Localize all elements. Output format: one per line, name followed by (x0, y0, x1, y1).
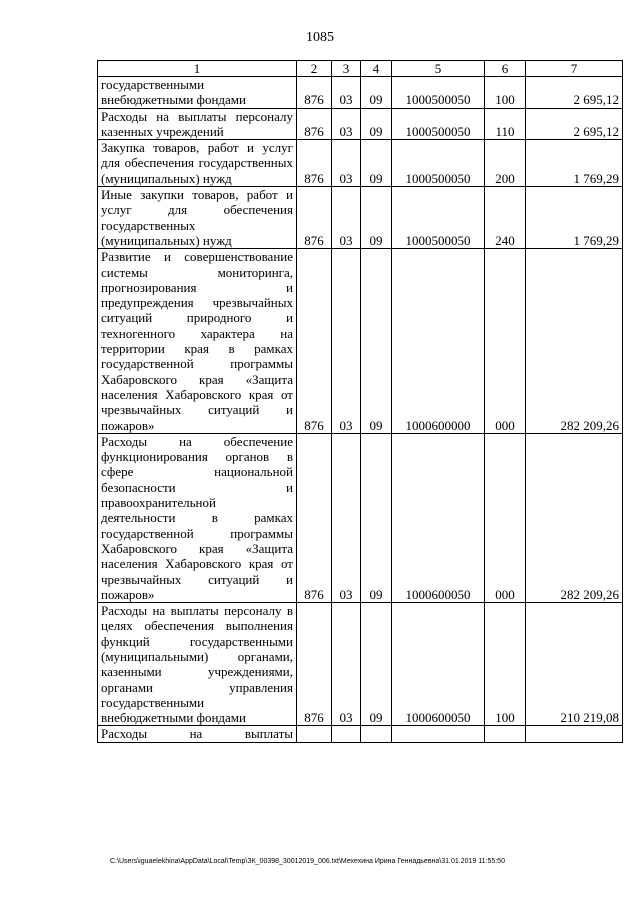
subsection-code: 09 (361, 140, 392, 187)
target-article-code: 1000600000 (392, 249, 485, 434)
column-header: 6 (485, 61, 526, 77)
section-code: 03 (332, 187, 361, 249)
section-code: 03 (332, 108, 361, 140)
budget-table (97, 60, 623, 743)
file-path-footer: C:\Users\iguaelekhina\AppData\Local\Temp\ЗК_00398_30012019_006.txt\Мехехина Ирина Геннадьевна\31.01.2019 11:55:50 (110, 858, 505, 865)
ministry-code: 876 (297, 603, 332, 726)
expense-type-code: 100 (485, 77, 526, 109)
subsection-code: 09 (361, 433, 392, 602)
subsection-code: 09 (361, 187, 392, 249)
expense-type-code: 100 (485, 603, 526, 726)
target-article-code (392, 726, 485, 742)
ministry-code (297, 726, 332, 742)
amount: 282 209,26 (526, 433, 623, 602)
expense-name: Расходы на выплаты персоналу в целях обеспечения выполнения функций государственными (муниципальными) органами, казенными учреждениями, органами управления государственными внебюджетными фондами (98, 603, 297, 726)
expense-type-code (485, 726, 526, 742)
table-row (98, 726, 623, 742)
amount: 210 219,08 (526, 603, 623, 726)
table-row (98, 433, 623, 602)
expense-name: Расходы на выплаты (98, 726, 297, 742)
table-row (98, 603, 623, 726)
ministry-code: 876 (297, 433, 332, 602)
table-row (98, 108, 623, 140)
expense-type-code: 200 (485, 140, 526, 187)
ministry-code: 876 (297, 77, 332, 109)
section-code (332, 726, 361, 742)
amount: 2 695,12 (526, 77, 623, 109)
target-article-code: 1000500050 (392, 140, 485, 187)
table-row (98, 77, 623, 109)
expense-name: Иные закупки товаров, работ и услуг для обеспечения государственных (муниципальных) нужд (98, 187, 297, 249)
amount (526, 726, 623, 742)
target-article-code: 1000600050 (392, 433, 485, 602)
table-row (98, 249, 623, 434)
subsection-code: 09 (361, 249, 392, 434)
amount: 1 769,29 (526, 140, 623, 187)
section-code: 03 (332, 249, 361, 434)
ministry-code: 876 (297, 187, 332, 249)
column-header: 1 (98, 61, 297, 77)
table-row (98, 187, 623, 249)
section-code: 03 (332, 433, 361, 602)
expense-type-code: 240 (485, 187, 526, 249)
subsection-code: 09 (361, 603, 392, 726)
subsection-code: 09 (361, 108, 392, 140)
target-article-code: 1000500050 (392, 77, 485, 109)
amount: 1 769,29 (526, 187, 623, 249)
ministry-code: 876 (297, 249, 332, 434)
section-code: 03 (332, 603, 361, 726)
section-code: 03 (332, 77, 361, 109)
column-header: 3 (332, 61, 361, 77)
amount: 2 695,12 (526, 108, 623, 140)
subsection-code (361, 726, 392, 742)
section-code: 03 (332, 140, 361, 187)
target-article-code: 1000500050 (392, 187, 485, 249)
target-article-code: 1000600050 (392, 603, 485, 726)
expense-name: государственными внебюджетными фондами (98, 77, 297, 109)
expense-name: Расходы на обеспечение функционирования органов в сфере национальной безопасности и правоохранительной деятельности в рамках государственной программы Хабаровского края «Защита населения Хабаровского края от чрезвычайных ситуаций и пожаров» (98, 433, 297, 602)
table-header-row (98, 61, 623, 77)
column-header: 5 (392, 61, 485, 77)
ministry-code: 876 (297, 140, 332, 187)
column-header: 2 (297, 61, 332, 77)
column-header: 7 (526, 61, 623, 77)
ministry-code: 876 (297, 108, 332, 140)
target-article-code: 1000500050 (392, 108, 485, 140)
column-header: 4 (361, 61, 392, 77)
amount: 282 209,26 (526, 249, 623, 434)
subsection-code: 09 (361, 77, 392, 109)
expense-name: Расходы на выплаты персоналу казенных учреждений (98, 108, 297, 140)
page-number: 1085 (306, 30, 334, 45)
expense-type-code: 110 (485, 108, 526, 140)
expense-type-code: 000 (485, 433, 526, 602)
expense-name: Закупка товаров, работ и услуг для обеспечения государственных (муниципальных) нужд (98, 140, 297, 187)
expense-type-code: 000 (485, 249, 526, 434)
table-row (98, 140, 623, 187)
expense-name: Развитие и совершенствование системы мониторинга, прогнозирования и предупреждения чрезвычайных ситуаций природного и техногенного характера на территории края в рамках государственной программы Хабаровского края «Защита населения Хабаровского края от чрезвычайных ситуаций и пожаров» (98, 249, 297, 434)
